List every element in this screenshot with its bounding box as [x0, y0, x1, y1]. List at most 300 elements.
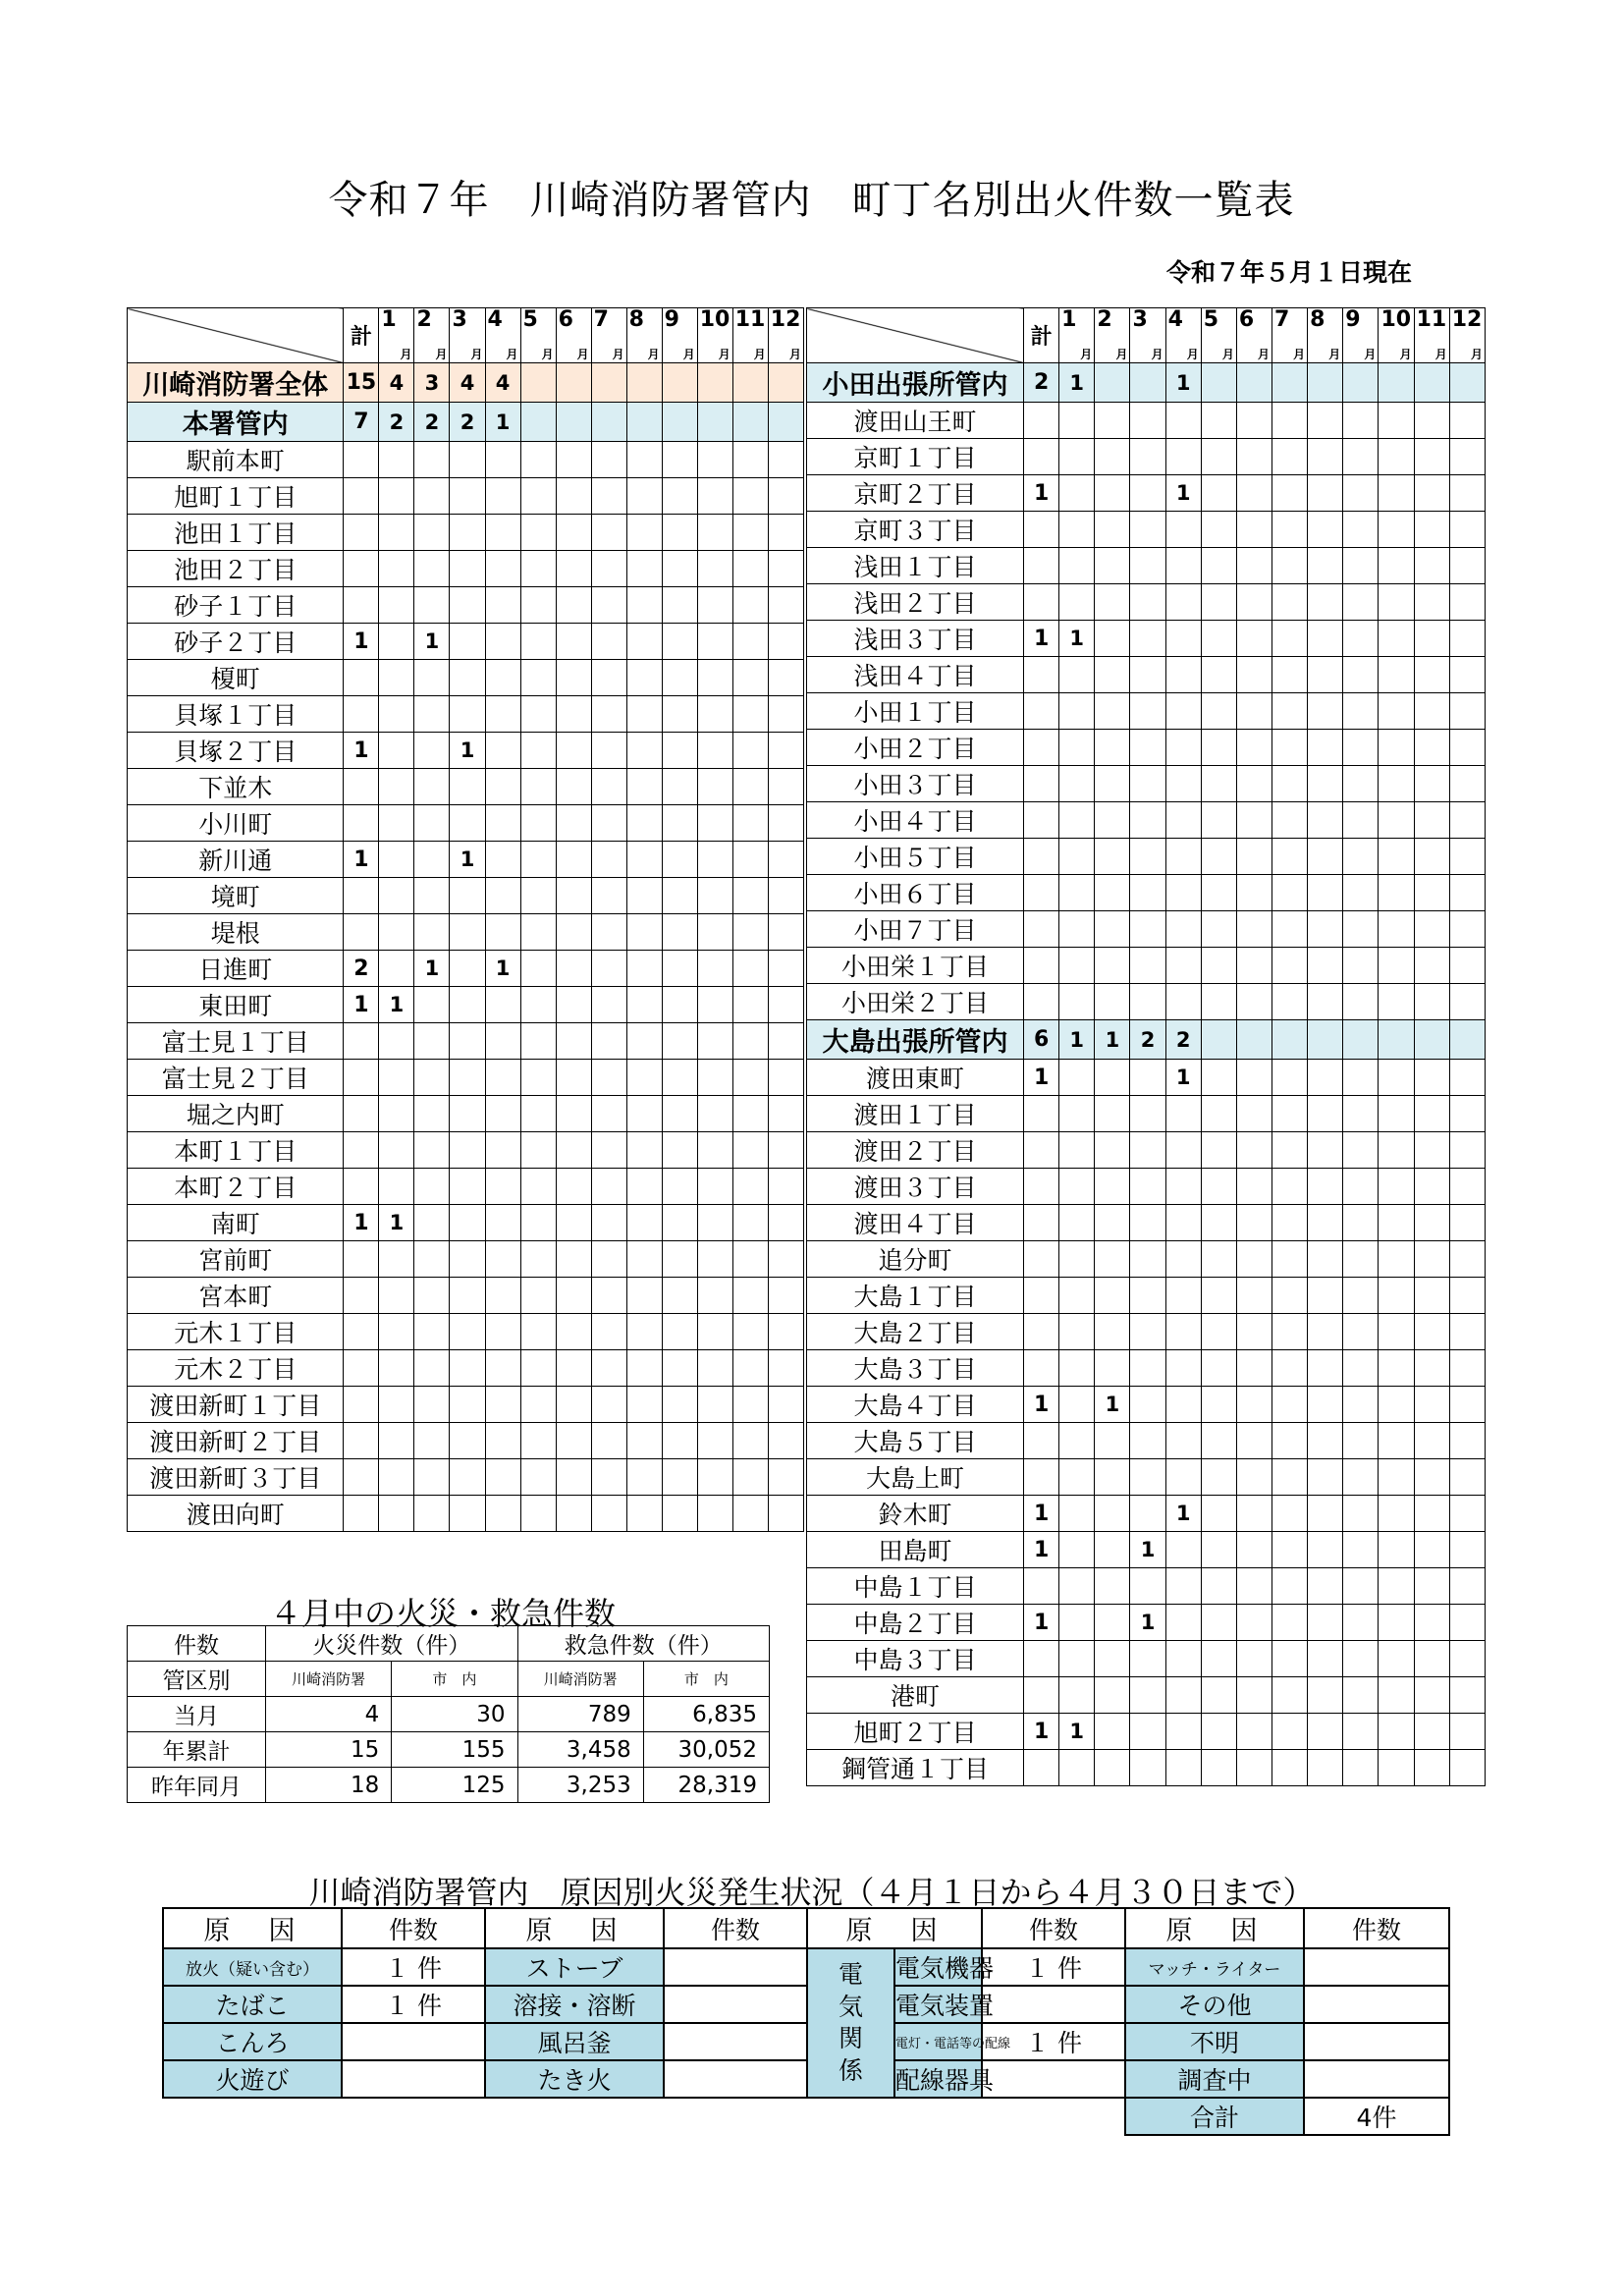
month-count	[1272, 621, 1308, 657]
month-count	[1130, 621, 1165, 657]
month-count	[485, 1241, 520, 1278]
month-count	[1414, 875, 1449, 911]
total-header	[1024, 308, 1059, 363]
town-name: 富士見２丁目	[128, 1060, 344, 1096]
month-count	[1308, 1750, 1343, 1786]
month-count	[626, 1278, 662, 1314]
left-town-table	[127, 307, 804, 1532]
month-count	[1201, 766, 1236, 802]
month-count	[485, 1169, 520, 1205]
town-total	[344, 914, 379, 951]
month-count	[1343, 1714, 1379, 1750]
month-count	[450, 878, 485, 914]
month-count	[1379, 1568, 1414, 1605]
month-count	[485, 1205, 520, 1241]
month-count: 4	[379, 363, 414, 403]
month-count	[1414, 1459, 1449, 1496]
month-count	[1095, 1496, 1130, 1532]
town-name: 宮前町	[128, 1241, 344, 1278]
month-count	[626, 1132, 662, 1169]
cause-count	[342, 2060, 485, 2098]
month-number: 8	[628, 307, 644, 332]
month-count	[1343, 512, 1379, 548]
town-total: 15	[344, 363, 379, 403]
town-name: 富士見１丁目	[128, 1023, 344, 1060]
month-count	[732, 1278, 768, 1314]
cause-count	[664, 2023, 807, 2060]
town-total	[1024, 984, 1059, 1020]
town-row	[807, 403, 1486, 439]
month-header	[520, 308, 556, 363]
town-row	[807, 439, 1486, 475]
month-count	[1201, 657, 1236, 693]
cause-count	[664, 1948, 807, 1986]
month-count	[1059, 1532, 1095, 1568]
month-count	[1236, 1423, 1271, 1459]
month-count	[1308, 1241, 1343, 1278]
town-name: 浅田４丁目	[807, 657, 1024, 693]
month-count	[556, 442, 591, 478]
month-count	[1272, 948, 1308, 984]
month-count	[1236, 1605, 1271, 1641]
month-count	[1379, 512, 1414, 548]
month-count	[1130, 911, 1165, 948]
month-suffix: 月	[682, 348, 695, 361]
month-count	[450, 987, 485, 1023]
month-count	[662, 442, 697, 478]
month-count	[1272, 1169, 1308, 1205]
month-count	[626, 1423, 662, 1459]
month-count	[662, 733, 697, 769]
town-row	[128, 1350, 804, 1387]
month-count	[1449, 693, 1485, 730]
town-row	[807, 1350, 1486, 1387]
month-count	[556, 624, 591, 660]
month-count	[626, 805, 662, 842]
month-count	[768, 1350, 803, 1387]
month-count	[1095, 1278, 1130, 1314]
month-count	[556, 987, 591, 1023]
month-count	[1130, 730, 1165, 766]
month-count	[1414, 802, 1449, 839]
town-row	[128, 515, 804, 551]
month-count	[697, 515, 732, 551]
month-count	[1095, 948, 1130, 984]
month-header	[1343, 308, 1379, 363]
month-count	[1059, 1605, 1095, 1641]
month-count	[1449, 1459, 1485, 1496]
month-count	[1236, 1532, 1271, 1568]
town-row	[807, 1641, 1486, 1677]
month-count	[591, 733, 626, 769]
month-count	[1095, 911, 1130, 948]
month-count	[1343, 984, 1379, 1020]
month-count	[1343, 730, 1379, 766]
month-count	[1414, 1241, 1449, 1278]
month-count	[1059, 1387, 1095, 1423]
month-count	[556, 1459, 591, 1496]
month-count: 3	[414, 363, 450, 403]
month-count	[1095, 875, 1130, 911]
month-count	[768, 1387, 803, 1423]
month-count	[1095, 802, 1130, 839]
town-name: 堀之内町	[128, 1096, 344, 1132]
town-name: 境町	[128, 878, 344, 914]
month-count	[450, 1060, 485, 1096]
month-count	[1272, 1677, 1308, 1714]
month-count	[520, 624, 556, 660]
month-count	[732, 914, 768, 951]
month-count	[732, 842, 768, 878]
month-count	[1095, 548, 1130, 584]
month-count	[450, 805, 485, 842]
month-count	[1414, 1641, 1449, 1677]
month-count	[485, 805, 520, 842]
month-count	[1095, 1350, 1130, 1387]
count-header: 件数	[664, 1908, 807, 1948]
month-count	[1165, 802, 1201, 839]
town-total	[1024, 1568, 1059, 1605]
month-count	[1379, 1387, 1414, 1423]
month-suffix: 月	[400, 348, 412, 361]
town-total	[1024, 1169, 1059, 1205]
month-count	[450, 478, 485, 515]
month-count	[1414, 1060, 1449, 1096]
town-name: 小田６丁目	[807, 875, 1024, 911]
month-count	[450, 1132, 485, 1169]
cause-count	[1304, 1948, 1449, 1986]
month-count	[1236, 403, 1271, 439]
town-total	[1024, 1205, 1059, 1241]
month-count	[1379, 657, 1414, 693]
month-count	[450, 1096, 485, 1132]
month-count	[414, 914, 450, 951]
month-count	[1272, 693, 1308, 730]
month-count	[732, 442, 768, 478]
month-count	[1449, 621, 1485, 657]
month-count	[379, 696, 414, 733]
count-header: 件数	[1304, 1908, 1449, 1948]
month-header	[1130, 308, 1165, 363]
town-name: 中島３丁目	[807, 1641, 1024, 1677]
town-name: 貝塚２丁目	[128, 733, 344, 769]
month-suffix: 月	[1364, 348, 1377, 361]
stats-amb-k: 3,253	[517, 1768, 643, 1803]
town-name: 京町１丁目	[807, 439, 1024, 475]
month-count	[1449, 1060, 1485, 1096]
month-count	[1308, 1714, 1343, 1750]
month-count	[1308, 1350, 1343, 1387]
month-count	[768, 587, 803, 624]
month-count	[1201, 1060, 1236, 1096]
cause-label: こんろ	[163, 2023, 342, 2060]
stats-row	[128, 1768, 770, 1803]
cause-label: ストーブ	[485, 1948, 664, 1986]
stats-amb-c: 30,052	[643, 1732, 769, 1768]
month-count	[1308, 475, 1343, 512]
cause-row	[163, 2060, 1449, 2098]
town-row	[128, 551, 804, 587]
month-count	[1308, 439, 1343, 475]
month-count	[1201, 911, 1236, 948]
month-count	[414, 769, 450, 805]
month-number: 11	[1416, 307, 1447, 332]
month-count	[1272, 439, 1308, 475]
month-count	[768, 442, 803, 478]
cause-label: 放火（疑い含む）	[163, 1948, 342, 1986]
month-count	[1414, 1568, 1449, 1605]
cause-label: 電気機器	[894, 1948, 982, 1986]
month-count	[379, 1023, 414, 1060]
month-count	[450, 951, 485, 987]
town-total	[344, 442, 379, 478]
town-name: 大島５丁目	[807, 1423, 1024, 1459]
town-name: 川崎消防署全体	[128, 363, 344, 403]
month-count	[626, 551, 662, 587]
month-count	[450, 1459, 485, 1496]
stats-row-label: 昨年同月	[128, 1768, 266, 1803]
month-count	[1414, 1132, 1449, 1169]
month-count	[1130, 475, 1165, 512]
town-total: 6	[1024, 1020, 1059, 1060]
month-count	[1201, 548, 1236, 584]
month-count	[556, 363, 591, 403]
month-count	[591, 951, 626, 987]
month-count	[626, 1169, 662, 1205]
month-count	[1343, 766, 1379, 802]
month-count	[1308, 1060, 1343, 1096]
month-count	[414, 551, 450, 587]
month-count	[1414, 1169, 1449, 1205]
month-count	[1449, 1314, 1485, 1350]
month-count	[1272, 548, 1308, 584]
month-number: 4	[487, 307, 503, 332]
town-row	[807, 802, 1486, 839]
month-count	[1414, 1750, 1449, 1786]
month-count	[520, 1060, 556, 1096]
town-name: 小田２丁目	[807, 730, 1024, 766]
town-total	[1024, 766, 1059, 802]
month-count	[662, 1387, 697, 1423]
month-count	[697, 1387, 732, 1423]
town-row	[807, 1532, 1486, 1568]
month-count	[485, 696, 520, 733]
month-count	[1095, 1532, 1130, 1568]
town-name: 堤根	[128, 914, 344, 951]
stats-amb-city: 市 内	[643, 1662, 769, 1697]
month-count	[1308, 1423, 1343, 1459]
town-name: 鋼管通１丁目	[807, 1750, 1024, 1786]
town-name: 砂子２丁目	[128, 624, 344, 660]
month-count	[662, 1060, 697, 1096]
town-name: 渡田３丁目	[807, 1169, 1024, 1205]
month-count	[697, 551, 732, 587]
month-count	[1308, 730, 1343, 766]
town-name: 港町	[807, 1677, 1024, 1714]
month-count	[732, 1314, 768, 1350]
town-name: 大島２丁目	[807, 1314, 1024, 1350]
month-count	[1414, 1423, 1449, 1459]
month-count	[732, 987, 768, 1023]
month-count	[591, 442, 626, 478]
month-count	[520, 403, 556, 442]
month-count: 1	[379, 1205, 414, 1241]
town-row	[807, 1060, 1486, 1096]
month-count	[697, 1132, 732, 1169]
town-total	[1024, 1241, 1059, 1278]
town-row	[128, 1423, 804, 1459]
month-count	[414, 696, 450, 733]
month-count	[626, 403, 662, 442]
month-header	[1201, 308, 1236, 363]
month-count	[768, 1205, 803, 1241]
month-count	[414, 1278, 450, 1314]
month-count	[1343, 1314, 1379, 1350]
month-count	[1059, 693, 1095, 730]
month-count	[768, 478, 803, 515]
month-count	[379, 878, 414, 914]
month-count	[732, 1169, 768, 1205]
town-row	[807, 1278, 1486, 1314]
month-count	[1059, 657, 1095, 693]
town-total: 1	[344, 624, 379, 660]
month-count	[1379, 475, 1414, 512]
month-count	[662, 1459, 697, 1496]
cause-label: その他	[1125, 1986, 1304, 2023]
month-count	[1201, 1714, 1236, 1750]
month-count	[1236, 875, 1271, 911]
month-count	[768, 660, 803, 696]
month-count	[450, 1350, 485, 1387]
month-count	[1130, 1096, 1165, 1132]
month-count	[485, 878, 520, 914]
month-count	[1130, 403, 1165, 439]
month-count	[1308, 1314, 1343, 1350]
town-total	[1024, 839, 1059, 875]
month-count	[485, 1496, 520, 1532]
month-count: 1	[1059, 363, 1095, 403]
month-count	[1272, 1020, 1308, 1060]
month-count	[768, 1459, 803, 1496]
month-count	[768, 1096, 803, 1132]
month-count: 1	[1130, 1605, 1165, 1641]
town-row	[807, 1132, 1486, 1169]
stats-header-area: 管区別	[128, 1662, 266, 1697]
month-count	[1449, 1568, 1485, 1605]
month-count	[556, 696, 591, 733]
cause-count	[1304, 1986, 1449, 2023]
town-name: 旭町２丁目	[807, 1714, 1024, 1750]
month-count	[1165, 984, 1201, 1020]
month-count	[591, 551, 626, 587]
month-count	[1059, 766, 1095, 802]
cause-row	[163, 2023, 1449, 2060]
month-count	[1343, 1459, 1379, 1496]
month-count	[697, 987, 732, 1023]
town-total	[344, 1169, 379, 1205]
month-count	[1095, 1205, 1130, 1241]
month-count	[450, 696, 485, 733]
month-count	[1449, 1641, 1485, 1677]
month-count	[662, 1132, 697, 1169]
month-count	[1343, 548, 1379, 584]
month-suffix: 月	[753, 348, 766, 361]
month-count	[1414, 730, 1449, 766]
month-count	[520, 914, 556, 951]
town-row	[807, 1241, 1486, 1278]
month-count	[1308, 1278, 1343, 1314]
month-count	[1165, 403, 1201, 439]
month-count	[732, 696, 768, 733]
stats-row	[128, 1732, 770, 1768]
town-row	[807, 1677, 1486, 1714]
month-count	[1379, 1459, 1414, 1496]
month-count	[485, 478, 520, 515]
month-count	[1095, 984, 1130, 1020]
month-count	[626, 1096, 662, 1132]
month-count	[414, 1423, 450, 1459]
month-count	[1449, 766, 1485, 802]
town-row	[128, 1241, 804, 1278]
month-count	[1308, 984, 1343, 1020]
month-count	[732, 951, 768, 987]
town-total: 1	[344, 987, 379, 1023]
town-total	[1024, 657, 1059, 693]
month-count	[1449, 1169, 1485, 1205]
month-count	[450, 515, 485, 551]
town-total: 1	[1024, 1060, 1059, 1096]
month-count	[1449, 1350, 1485, 1387]
month-count	[1414, 1496, 1449, 1532]
town-total	[1024, 1677, 1059, 1714]
town-name: 本町２丁目	[128, 1169, 344, 1205]
town-row	[807, 1205, 1486, 1241]
town-row	[128, 987, 804, 1023]
month-count	[414, 842, 450, 878]
month-count	[1095, 1568, 1130, 1605]
month-count	[697, 696, 732, 733]
month-count	[591, 660, 626, 696]
town-row	[807, 766, 1486, 802]
month-count	[1414, 1677, 1449, 1714]
month-count	[1059, 1459, 1095, 1496]
month-count	[556, 878, 591, 914]
town-name: 池田２丁目	[128, 551, 344, 587]
month-count	[1379, 1060, 1414, 1096]
month-count	[732, 660, 768, 696]
month-count	[1165, 621, 1201, 657]
month-count	[1343, 1677, 1379, 1714]
month-count: 1	[485, 403, 520, 442]
month-count	[485, 842, 520, 878]
month-number: 6	[1238, 307, 1255, 332]
month-count	[1059, 1169, 1095, 1205]
town-row	[807, 1750, 1486, 1786]
month-count: 1	[1165, 1060, 1201, 1096]
month-count	[414, 442, 450, 478]
table-header-row	[128, 308, 804, 363]
town-row	[128, 1132, 804, 1169]
month-count	[1236, 1750, 1271, 1786]
month-count	[379, 1060, 414, 1096]
month-count	[1414, 363, 1449, 403]
month-count	[520, 1423, 556, 1459]
month-count	[1130, 948, 1165, 984]
month-count	[1379, 1750, 1414, 1786]
month-count	[379, 1278, 414, 1314]
town-name: 渡田山王町	[807, 403, 1024, 439]
month-count	[1236, 475, 1271, 512]
